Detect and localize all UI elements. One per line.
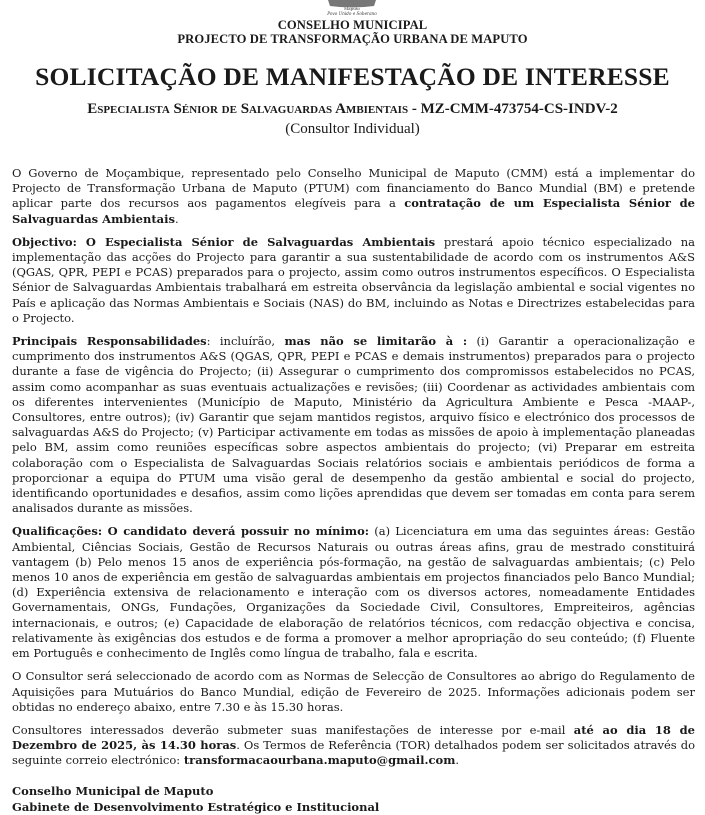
signature-line-2: Gabinete de Desenvolvimento Estratégico e Institucional [12,799,380,814]
header [0,18,705,46]
responsibilities-paragraph [12,334,695,516]
org-name: CONSELHO MUNICIPAL [277,18,428,32]
consultant-type: (Consultor Individual) [285,121,420,137]
submission-paragraph [12,723,695,769]
position-subtitle: Especialista Sénior de Salvaguardas Ambientais - MZ-CMM-473754-CS-INDV-2 [87,101,618,117]
intro-text: O Governo de Moçambique, representado pelo Conselho Municipal de Maputo (CMM) está a implementar do Projecto de Transformação Urbana de Maputo (PTUM) com financiamento do Banco Mundial (BM) e pretende aplicar parte dos recursos aos pagamentos elegíveis para a [12,166,695,211]
submission-text-1: Consultores interessados deverão submeter suas manifestações de interesse por e-mail [12,722,574,737]
intro-end: . [174,211,179,226]
logo-text-2: Povo Unido e Soberano [327,11,377,16]
responsibilities-text: (i) Garantir a operacionalização e cumprimento dos instrumentos A&S (QGAS, QPR, PEPI e PCAS e demais instrumentos) preparados para o projecto durante a fase de vigência do Projecto; (ii) Assegurar o cumprimento dos compromissos estabelecidos no PCAS, assim como acompanhar as suas eventuais actualizações e revisões; (iii) Coordenar as actividades ambientais com os diferentes intervenientes (Município de Maputo, Ministério da Agricultura Ambiente e Pesca -MAAP-, Consultores, entre outros); (iv) Garantir que sejam mantidos registos, arquivo físico e electrónico dos processos de salvaguardas A&S do Projecto; (v) Participar activamente em todas as missões de apoio à implementação planeadas pelo BM, assim como reuniões específicas sobre aspectos ambientais do projecto; (vi) Preparar em estreita colaboração com o Especialista de Salvaguardas Sociais relatórios sociais e ambientais periódicos de forma a proporcionar a equipa do PTUM uma visão geral de desempenho da gestão ambiental e social do projecto, identificando oportunidades e desafios, assim como lições aprendidas que devem ser tomadas em conta para serem analisados durante as missões. [12,334,696,516]
responsibilities-text-1: : incluírão, [206,334,285,349]
project-name: PROJECTO DE TRANSFORMAÇÃO URBANA DE MAPUTO [177,32,528,46]
submission-end: . [455,753,460,768]
objective-label: Objectivo: O Especialista Sénior de Salvaguardas Ambientais [12,234,436,249]
signature-block [12,783,695,815]
qualifications-label: Qualificações: O candidato deverá possuir no mínimo: [12,524,369,539]
responsibilities-bold-2: mas não se limitarão à : [284,334,468,349]
intro-paragraph [12,166,695,227]
deadline: até ao dia 18 de Dezembro de 2025, às 14.30 horas [12,722,695,753]
objective-paragraph [12,235,695,326]
submission-text-2: . Os Termos de Referência (TOR) detalhados podem ser solicitados através do seguinte correio electrónico: [12,738,696,768]
document-body [12,166,695,815]
intro-bold: contratação de um Especialista Sénior de Salvaguardas Ambientais [12,196,695,226]
page-title: SOLICITAÇÃO DE MANIFESTAÇÃO DE INTERESSE [35,62,670,91]
logo-text-1: Maputo [344,6,360,11]
qualifications-paragraph [12,524,695,661]
selection-paragraph: O Consultor será seleccionado de acordo com as Normas de Selecção de Consultores ao abrigo do Regulamento de Aquisições para Mutuários do Banco Mundial, edição de Fevereiro de 2025. Informações adicionais podem ser obtidas no endereço abaixo, entre 7.30 e às 15.30 horas. [12,669,695,714]
signature-line-1: Conselho Municipal de Maputo [12,783,214,798]
qualifications-text: (a) Licenciatura em uma das seguintes áreas: Gestão Ambiental, Ciências Sociais, Gestão de Recursos Naturais ou outras áreas afins, grau de mestrado constituirá vantagem (b) Pelo menos 15 anos de experiência pós-formação, na gestão de salvaguardas ambientais; (c) Pelo menos 10 anos de experiência em gestão de salvaguardas ambientais em projectos financiados pelo Banco Mundial; (d) Experiência extensiva de relacionamento e interação com os diversos actores, nomeadamente Entidades Governamentais, ONGs, Fundações, Organizações da Sociedade Civil, Consultores, Empreiteiros, agências internacionais, e outros; (e) Capacidade de elaboração de relatórios técnicos, com redacção objectiva e concisa, relativamente às exigências dos estudos e de forma a promover a melhor apropriação do seu conteúdo; (f) Fluente em Português e conhecimento de Inglês como língua de trabalho, fala e escrita. [12,524,695,661]
objective-text: prestará apoio técnico especializado na implementação das acções do Projecto para garantir a sua sustentabilidade de acordo com os instrumentos A&S (QGAS, QPR, PEPI e PCAS) preparados para o projecto, assim como outros instrumentos específicos. O Especialista Sénior de Salvaguardas Ambientais trabalhará em estreita observância da legislação ambiental e social vigentes no País e aplicação das Normas Ambientais e Sociais (NAS) do BM, incluindo as Notas e Directrizes estabelecidas para o Projecto. [12,234,695,325]
responsibilities-label: Principais Responsabilidades [12,334,207,349]
municipal-logo [322,0,382,17]
contact-email[interactable]: transformacaourbana.maputo@gmail.com [183,753,456,768]
